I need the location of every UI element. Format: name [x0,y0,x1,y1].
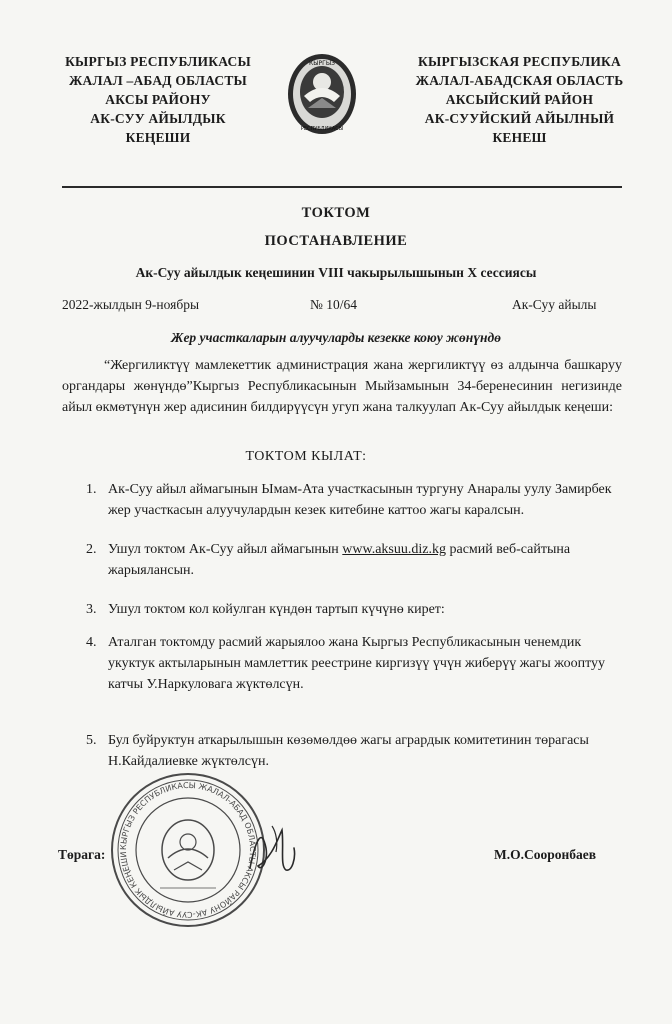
title-kyrgyz: ТОКТОМ [301,205,371,221]
chair-role-label: Төрага: [58,847,106,862]
list-item [86,730,616,772]
list-item-text-after: расмий веб-сайтына жарыялансын. [108,542,571,578]
emblem-text-bottom: РЕСПУБЛИКАСЫ [300,126,344,132]
header-left-line: АКСЫ РАЙОНУ [105,92,211,107]
document-place: Ак-Суу айылы [512,297,597,312]
header-right-line: АК-СУУЙСКИЙ АЙЫЛНЫЙ [424,111,615,126]
resolves-heading: ТОКТОМ КЫЛАТ: [245,449,367,464]
list-item-number: 1. [86,482,97,497]
list-item-number: 2. [86,542,97,557]
list-item-number: 5. [86,733,97,748]
chair-name: М.О.Сооронбаев [494,847,597,862]
list-item [86,599,616,620]
list-item-number: 3. [86,602,97,617]
header-divider [62,186,622,188]
header-left-line: КЕҢЕШИ [125,130,191,145]
handwritten-signature [242,808,302,888]
list-item [86,479,616,521]
document-date: 2022-жылдын 9-ноябры [62,297,200,312]
title-russian: ПОСТАНАВЛЕНИЕ [264,233,408,249]
header-right-russian [402,52,637,147]
intro-paragraph: “Жергиликтүү мамлекеттик администрация жана жергиликтүү өз алдынча башкаруу органдары жөнүндө”Кыргыз Республикасынын Мыйзамынын 34-беренесинин негизинде айыл өкмөтүнүн жер адисинин билдирүүсүн угуп жана талкуулап Ак-Суу айылдык кеңеши: [62,358,622,415]
emblem-text-top: КЫРГЫЗ [309,60,335,67]
list-item [86,539,616,581]
list-item-number: 4. [86,635,97,650]
state-emblem [286,52,358,136]
session-line: Ак-Суу айылдык кеңешинин VIII чакырылышынын Х сессиясы [135,265,537,280]
header-left-line: ЖАЛАЛ –АБАД ОБЛАСТЫ [68,73,248,88]
stamp-ring-text: КЫРГЫЗ РЕСПУБЛИКАСЫ ЖАЛАЛ-АБАД ОБЛАСТЫ АКСЫ РАЙОНУ АК-СУУ АЙЫЛДЫК КЕҢЕШИ [118,780,258,920]
header-right-line: АКСЫЙСКИЙ РАЙОН [445,92,594,107]
document-subject: Жер участкаларын алуучуларды кезекке коюу жөнүндө [171,330,501,345]
header-right-line: КЫРГЫЗСКАЯ РЕСПУБЛИКА [418,54,621,69]
list-item-text: Ак-Суу айыл аймагынын Ымам-Ата участкасынын тургуну Анаралы уулу Замирбек жер участкасын алуучулардын кезек китебине каттоо жагы каралсын. [108,482,612,518]
header-left-line: АК-СУУ АЙЫЛДЫК [90,111,226,126]
list-item-text: Ушул токтом кол койулган күндөн тартып күчүнө кирет: [108,602,445,617]
website-link[interactable]: www.aksuu.diz.kg [342,542,446,557]
document-number: № 10/64 [310,297,358,312]
list-item-text-before: Ушул токтом Ак-Суу айыл аймагынын [108,542,343,557]
list-item [86,632,616,695]
header-left-kyrgyz [48,52,268,147]
list-item-text-wrapper [108,539,616,581]
header-left-line: КЫРГЫЗ РЕСПУБЛИКАСЫ [65,54,251,69]
header-right-line: КЕНЕШ [492,130,547,145]
list-item-text: Аталган токтомду расмий жарыялоо жана Кыргыз Республикасынын ченемдик укуктук актыларынын мамлеттик реестрине киргизүү үчүн жиберүү жагы жооптуу катчы У.Наркуловага жүктөлсүн. [108,635,606,692]
header-right-line: ЖАЛАЛ-АБАДСКАЯ ОБЛАСТЬ [415,73,624,88]
list-item-text: Бул буйруктун аткарылышын көзөмөлдөө жагы агрардык комитетинин төрагасы Н.Кайдалиевке жүктөлсүн. [108,733,589,769]
